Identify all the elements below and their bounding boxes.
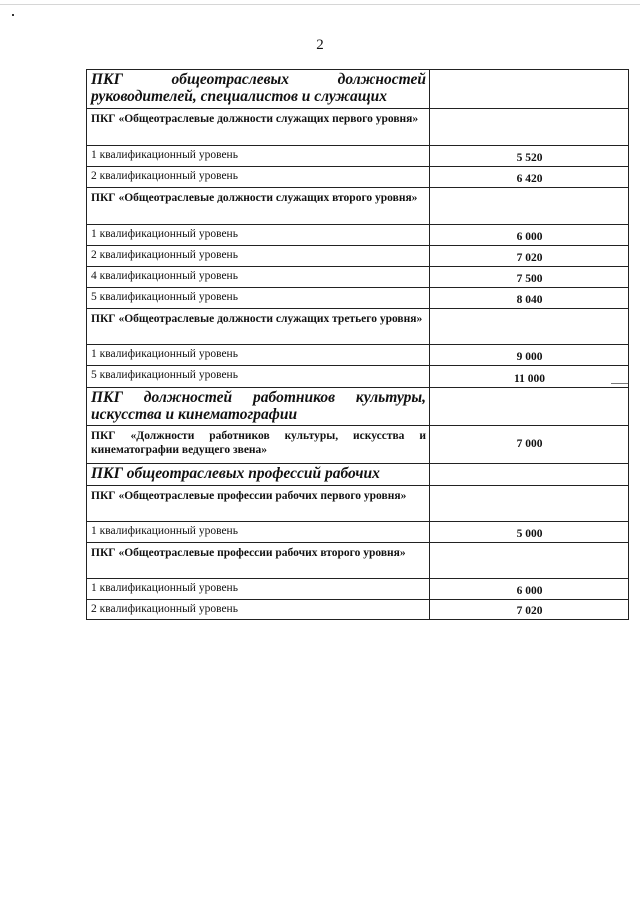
subgroup-row	[87, 109, 629, 146]
row-salary-value: 5 520	[430, 146, 629, 167]
row-label: 4 квалификационный уровень	[87, 267, 430, 288]
salary-table	[86, 69, 629, 620]
level-row	[87, 366, 629, 388]
row-salary-value	[430, 486, 629, 522]
subgroup-row	[87, 309, 629, 345]
row-label: 5 квалификационный уровень	[87, 366, 430, 388]
row-salary-value: 9 000	[430, 345, 629, 366]
row-salary-value	[430, 543, 629, 579]
row-label: 1 квалификационный уровень	[87, 579, 430, 600]
row-salary-value	[430, 188, 629, 225]
row-salary-value	[430, 70, 629, 109]
row-salary-value	[430, 309, 629, 345]
row-label: 2 квалификационный уровень	[87, 600, 430, 620]
level-row	[87, 600, 629, 620]
scan-edge-line	[0, 4, 640, 5]
subgroup-row	[87, 426, 629, 464]
subgroup-row	[87, 543, 629, 579]
row-salary-value	[430, 388, 629, 426]
scan-mark	[12, 14, 14, 16]
group-header-row	[87, 70, 629, 109]
row-label: ПКГ «Общеотраслевые должности служащих второго уровня»	[87, 188, 430, 225]
row-label: ПКГ «Общеотраслевые должности служащих третьего уровня»	[87, 309, 430, 345]
level-row	[87, 146, 629, 167]
row-label: 5 квалификационный уровень	[87, 288, 430, 309]
row-salary-value: 7 000	[430, 426, 629, 464]
row-salary-value: 6 000	[430, 225, 629, 246]
group-header-row	[87, 464, 629, 486]
row-label: ПКГ «Должности работников культуры, искусства и кинематографии ведущего звена»	[87, 426, 430, 464]
row-salary-value: 6 420	[430, 167, 629, 188]
level-row	[87, 167, 629, 188]
level-row	[87, 288, 629, 309]
row-label: 1 квалификационный уровень	[87, 225, 430, 246]
row-label: ПКГ «Общеотраслевые профессии рабочих второго уровня»	[87, 543, 430, 579]
row-salary-value	[430, 464, 629, 486]
row-salary-value: 7 020	[430, 600, 629, 620]
subgroup-row	[87, 486, 629, 522]
group-header-row	[87, 388, 629, 426]
level-row	[87, 267, 629, 288]
row-salary-value: 8 040	[430, 288, 629, 309]
row-salary-value: 11 000	[430, 366, 629, 388]
row-salary-value: 6 000	[430, 579, 629, 600]
salary-table-body	[87, 70, 629, 620]
row-salary-value: 7 500	[430, 267, 629, 288]
level-row	[87, 246, 629, 267]
row-label: 1 квалификационный уровень	[87, 345, 430, 366]
row-label: 1 квалификационный уровень	[87, 146, 430, 167]
level-row	[87, 345, 629, 366]
page-number: 2	[316, 37, 324, 53]
row-salary-value: 7 020	[430, 246, 629, 267]
row-label: 2 квалификационный уровень	[87, 167, 430, 188]
level-row	[87, 579, 629, 600]
row-label: ПКГ общеотраслевых должностей руководителей, специалистов и служащих	[87, 70, 430, 109]
row-label: ПКГ «Общеотраслевые профессии рабочих первого уровня»	[87, 486, 430, 522]
row-label: ПКГ должностей работников культуры, искусства и кинематографии	[87, 388, 430, 426]
row-label: ПКГ общеотраслевых профессий рабочих	[87, 464, 430, 486]
row-salary-value	[430, 109, 629, 146]
level-row	[87, 522, 629, 543]
subgroup-row	[87, 188, 629, 225]
row-label: 2 квалификационный уровень	[87, 246, 430, 267]
row-label: 1 квалификационный уровень	[87, 522, 430, 543]
row-label: ПКГ «Общеотраслевые должности служащих первого уровня»	[87, 109, 430, 146]
level-row	[87, 225, 629, 246]
row-salary-value: 5 000	[430, 522, 629, 543]
